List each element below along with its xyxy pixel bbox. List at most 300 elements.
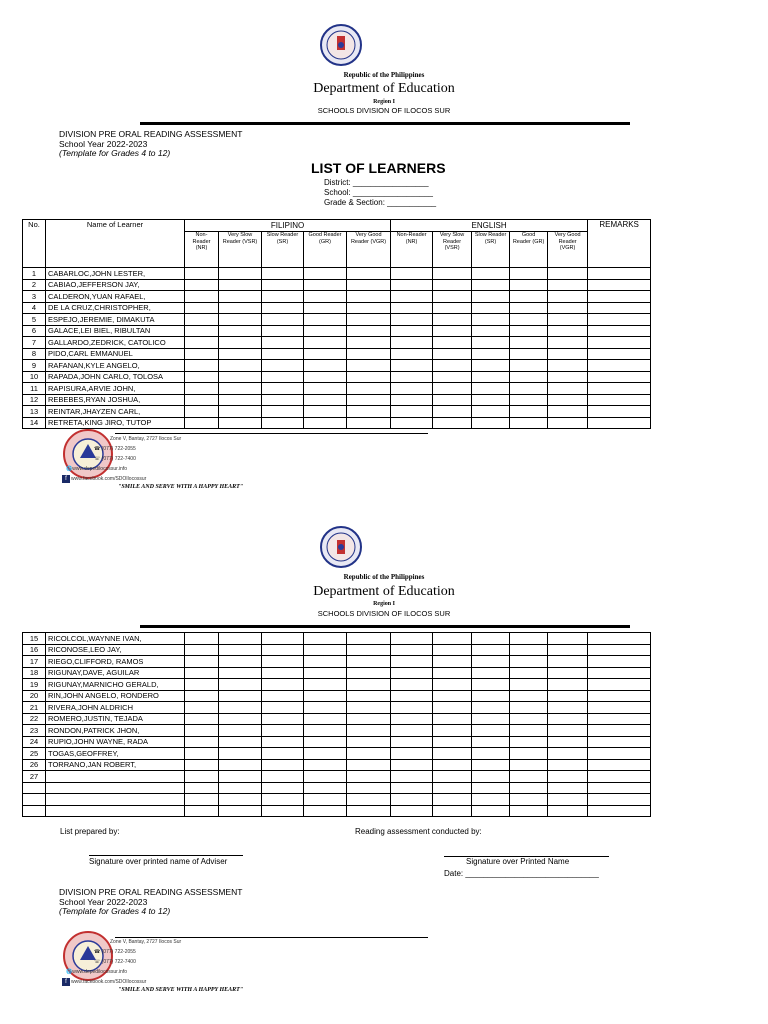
rating-cell[interactable]	[433, 337, 472, 349]
remarks-cell[interactable]	[588, 679, 651, 691]
rating-cell[interactable]	[262, 794, 304, 806]
rating-cell[interactable]	[262, 383, 304, 395]
adviser-signature-line[interactable]	[89, 855, 243, 856]
rating-cell[interactable]	[548, 348, 588, 360]
rating-cell[interactable]	[510, 794, 548, 806]
rating-cell[interactable]	[510, 279, 548, 291]
rating-cell[interactable]	[347, 302, 391, 314]
rating-cell[interactable]	[347, 268, 391, 280]
rating-cell[interactable]	[548, 656, 588, 668]
rating-cell[interactable]	[262, 325, 304, 337]
rating-cell[interactable]	[347, 771, 391, 783]
facebook-link-2[interactable]: www.facebook.com/SDOIlocossur	[71, 979, 147, 985]
rating-cell[interactable]	[262, 748, 304, 760]
rating-cell[interactable]	[347, 314, 391, 326]
rating-cell[interactable]	[510, 337, 548, 349]
remarks-cell[interactable]	[588, 644, 651, 656]
rating-cell[interactable]	[510, 417, 548, 429]
rating-cell[interactable]	[510, 291, 548, 303]
rating-cell[interactable]	[472, 279, 510, 291]
rating-cell[interactable]	[433, 394, 472, 406]
rating-cell[interactable]	[219, 656, 262, 668]
rating-cell[interactable]	[262, 291, 304, 303]
rating-cell[interactable]	[472, 348, 510, 360]
rating-cell[interactable]	[510, 679, 548, 691]
rating-cell[interactable]	[391, 748, 433, 760]
rating-cell[interactable]	[433, 690, 472, 702]
rating-cell[interactable]	[510, 383, 548, 395]
rating-cell[interactable]	[391, 417, 433, 429]
remarks-cell[interactable]	[588, 690, 651, 702]
rating-cell[interactable]	[185, 748, 219, 760]
rating-cell[interactable]	[304, 314, 347, 326]
rating-cell[interactable]	[304, 417, 347, 429]
rating-cell[interactable]	[304, 690, 347, 702]
rating-cell[interactable]	[433, 291, 472, 303]
rating-cell[interactable]	[391, 794, 433, 806]
rating-cell[interactable]	[472, 794, 510, 806]
remarks-cell[interactable]	[588, 794, 651, 806]
rating-cell[interactable]	[433, 314, 472, 326]
rating-cell[interactable]	[510, 782, 548, 794]
rating-cell[interactable]	[347, 713, 391, 725]
rating-cell[interactable]	[472, 325, 510, 337]
rating-cell[interactable]	[219, 383, 262, 395]
rating-cell[interactable]	[472, 268, 510, 280]
rating-cell[interactable]	[433, 633, 472, 645]
remarks-cell[interactable]	[588, 314, 651, 326]
rating-cell[interactable]	[185, 690, 219, 702]
rating-cell[interactable]	[304, 736, 347, 748]
rating-cell[interactable]	[391, 394, 433, 406]
rating-cell[interactable]	[472, 291, 510, 303]
rating-cell[interactable]	[219, 713, 262, 725]
rating-cell[interactable]	[548, 667, 588, 679]
rating-cell[interactable]	[219, 725, 262, 737]
rating-cell[interactable]	[185, 771, 219, 783]
rating-cell[interactable]	[433, 325, 472, 337]
remarks-cell[interactable]	[588, 291, 651, 303]
rating-cell[interactable]	[185, 713, 219, 725]
rating-cell[interactable]	[219, 748, 262, 760]
rating-cell[interactable]	[304, 348, 347, 360]
rating-cell[interactable]	[262, 725, 304, 737]
rating-cell[interactable]	[510, 394, 548, 406]
rating-cell[interactable]	[433, 748, 472, 760]
rating-cell[interactable]	[185, 337, 219, 349]
rating-cell[interactable]	[347, 279, 391, 291]
rating-cell[interactable]	[472, 713, 510, 725]
rating-cell[interactable]	[262, 314, 304, 326]
rating-cell[interactable]	[510, 771, 548, 783]
rating-cell[interactable]	[304, 360, 347, 372]
rating-cell[interactable]	[472, 371, 510, 383]
rating-cell[interactable]	[472, 748, 510, 760]
rating-cell[interactable]	[219, 348, 262, 360]
rating-cell[interactable]	[219, 782, 262, 794]
rating-cell[interactable]	[185, 383, 219, 395]
rating-cell[interactable]	[391, 702, 433, 714]
rating-cell[interactable]	[185, 633, 219, 645]
rating-cell[interactable]	[391, 371, 433, 383]
rating-cell[interactable]	[472, 771, 510, 783]
rating-cell[interactable]	[510, 702, 548, 714]
rating-cell[interactable]	[219, 736, 262, 748]
rating-cell[interactable]	[472, 633, 510, 645]
rating-cell[interactable]	[510, 406, 548, 418]
rating-cell[interactable]	[548, 690, 588, 702]
rating-cell[interactable]	[510, 348, 548, 360]
rating-cell[interactable]	[548, 383, 588, 395]
rating-cell[interactable]	[391, 268, 433, 280]
rating-cell[interactable]	[219, 759, 262, 771]
rating-cell[interactable]	[219, 291, 262, 303]
rating-cell[interactable]	[472, 805, 510, 817]
rating-cell[interactable]	[185, 302, 219, 314]
rating-cell[interactable]	[304, 679, 347, 691]
rating-cell[interactable]	[262, 394, 304, 406]
rating-cell[interactable]	[548, 782, 588, 794]
rating-cell[interactable]	[185, 371, 219, 383]
rating-cell[interactable]	[219, 371, 262, 383]
rating-cell[interactable]	[304, 771, 347, 783]
remarks-cell[interactable]	[588, 279, 651, 291]
remarks-cell[interactable]	[588, 782, 651, 794]
rating-cell[interactable]	[347, 782, 391, 794]
rating-cell[interactable]	[219, 268, 262, 280]
rating-cell[interactable]	[510, 268, 548, 280]
rating-cell[interactable]	[472, 337, 510, 349]
rating-cell[interactable]	[510, 371, 548, 383]
date-field[interactable]: Date: ______________________________	[444, 869, 599, 878]
rating-cell[interactable]	[185, 759, 219, 771]
rating-cell[interactable]	[510, 325, 548, 337]
rating-cell[interactable]	[347, 656, 391, 668]
rating-cell[interactable]	[433, 348, 472, 360]
school-field[interactable]: School: __________________	[324, 188, 433, 197]
remarks-cell[interactable]	[588, 713, 651, 725]
rating-cell[interactable]	[347, 736, 391, 748]
rating-cell[interactable]	[548, 805, 588, 817]
district-field[interactable]: District: _________________	[324, 178, 429, 187]
rating-cell[interactable]	[219, 805, 262, 817]
rating-cell[interactable]	[433, 656, 472, 668]
rating-cell[interactable]	[262, 667, 304, 679]
rating-cell[interactable]	[433, 667, 472, 679]
rating-cell[interactable]	[391, 725, 433, 737]
rating-cell[interactable]	[304, 667, 347, 679]
rating-cell[interactable]	[433, 725, 472, 737]
rating-cell[interactable]	[391, 279, 433, 291]
rating-cell[interactable]	[262, 406, 304, 418]
remarks-cell[interactable]	[588, 771, 651, 783]
rating-cell[interactable]	[262, 348, 304, 360]
rating-cell[interactable]	[433, 782, 472, 794]
rating-cell[interactable]	[219, 771, 262, 783]
rating-cell[interactable]	[185, 679, 219, 691]
rating-cell[interactable]	[472, 302, 510, 314]
rating-cell[interactable]	[548, 302, 588, 314]
remarks-cell[interactable]	[588, 383, 651, 395]
rating-cell[interactable]	[185, 782, 219, 794]
rating-cell[interactable]	[185, 736, 219, 748]
rating-cell[interactable]	[391, 805, 433, 817]
rating-cell[interactable]	[510, 748, 548, 760]
remarks-cell[interactable]	[588, 702, 651, 714]
rating-cell[interactable]	[347, 725, 391, 737]
rating-cell[interactable]	[185, 794, 219, 806]
rating-cell[interactable]	[433, 406, 472, 418]
rating-cell[interactable]	[304, 394, 347, 406]
website-link[interactable]: www.depedilocossur.info	[72, 466, 127, 472]
rating-cell[interactable]	[185, 291, 219, 303]
rating-cell[interactable]	[548, 325, 588, 337]
rating-cell[interactable]	[304, 325, 347, 337]
rating-cell[interactable]	[347, 667, 391, 679]
rating-cell[interactable]	[548, 314, 588, 326]
rating-cell[interactable]	[262, 360, 304, 372]
remarks-cell[interactable]	[588, 406, 651, 418]
remarks-cell[interactable]	[588, 725, 651, 737]
rating-cell[interactable]	[510, 759, 548, 771]
rating-cell[interactable]	[185, 805, 219, 817]
rating-cell[interactable]	[347, 325, 391, 337]
rating-cell[interactable]	[304, 337, 347, 349]
rating-cell[interactable]	[510, 656, 548, 668]
rating-cell[interactable]	[304, 725, 347, 737]
rating-cell[interactable]	[391, 667, 433, 679]
rating-cell[interactable]	[262, 302, 304, 314]
rating-cell[interactable]	[304, 406, 347, 418]
rating-cell[interactable]	[391, 360, 433, 372]
remarks-cell[interactable]	[588, 360, 651, 372]
rating-cell[interactable]	[262, 644, 304, 656]
rating-cell[interactable]	[219, 644, 262, 656]
rating-cell[interactable]	[219, 633, 262, 645]
rating-cell[interactable]	[391, 302, 433, 314]
remarks-cell[interactable]	[588, 748, 651, 760]
remarks-cell[interactable]	[588, 325, 651, 337]
rating-cell[interactable]	[548, 644, 588, 656]
rating-cell[interactable]	[185, 406, 219, 418]
rating-cell[interactable]	[433, 794, 472, 806]
rating-cell[interactable]	[433, 771, 472, 783]
rating-cell[interactable]	[472, 725, 510, 737]
rating-cell[interactable]	[391, 325, 433, 337]
rating-cell[interactable]	[548, 406, 588, 418]
remarks-cell[interactable]	[588, 348, 651, 360]
rating-cell[interactable]	[185, 667, 219, 679]
rating-cell[interactable]	[347, 690, 391, 702]
rating-cell[interactable]	[219, 406, 262, 418]
rating-cell[interactable]	[472, 667, 510, 679]
rating-cell[interactable]	[510, 667, 548, 679]
remarks-cell[interactable]	[588, 805, 651, 817]
rating-cell[interactable]	[548, 394, 588, 406]
rating-cell[interactable]	[262, 417, 304, 429]
rating-cell[interactable]	[548, 279, 588, 291]
remarks-cell[interactable]	[588, 633, 651, 645]
rating-cell[interactable]	[185, 417, 219, 429]
rating-cell[interactable]	[391, 633, 433, 645]
rating-cell[interactable]	[548, 748, 588, 760]
rating-cell[interactable]	[219, 337, 262, 349]
rating-cell[interactable]	[548, 736, 588, 748]
rating-cell[interactable]	[219, 794, 262, 806]
rating-cell[interactable]	[304, 268, 347, 280]
rating-cell[interactable]	[391, 759, 433, 771]
rating-cell[interactable]	[472, 736, 510, 748]
rating-cell[interactable]	[391, 291, 433, 303]
rating-cell[interactable]	[433, 805, 472, 817]
rating-cell[interactable]	[548, 725, 588, 737]
rating-cell[interactable]	[391, 348, 433, 360]
rating-cell[interactable]	[304, 302, 347, 314]
rating-cell[interactable]	[185, 314, 219, 326]
rating-cell[interactable]	[472, 406, 510, 418]
rating-cell[interactable]	[391, 337, 433, 349]
rating-cell[interactable]	[548, 702, 588, 714]
rating-cell[interactable]	[548, 633, 588, 645]
rating-cell[interactable]	[347, 794, 391, 806]
rating-cell[interactable]	[433, 417, 472, 429]
rating-cell[interactable]	[391, 644, 433, 656]
rating-cell[interactable]	[219, 360, 262, 372]
rating-cell[interactable]	[219, 417, 262, 429]
rating-cell[interactable]	[472, 394, 510, 406]
rating-cell[interactable]	[185, 725, 219, 737]
rating-cell[interactable]	[347, 417, 391, 429]
rating-cell[interactable]	[185, 360, 219, 372]
rating-cell[interactable]	[262, 771, 304, 783]
rating-cell[interactable]	[391, 690, 433, 702]
rating-cell[interactable]	[548, 291, 588, 303]
rating-cell[interactable]	[472, 383, 510, 395]
rating-cell[interactable]	[304, 371, 347, 383]
rating-cell[interactable]	[510, 314, 548, 326]
rating-cell[interactable]	[391, 406, 433, 418]
rating-cell[interactable]	[347, 337, 391, 349]
rating-cell[interactable]	[347, 644, 391, 656]
rating-cell[interactable]	[262, 759, 304, 771]
rating-cell[interactable]	[391, 656, 433, 668]
rating-cell[interactable]	[510, 805, 548, 817]
rating-cell[interactable]	[548, 360, 588, 372]
rating-cell[interactable]	[304, 794, 347, 806]
rating-cell[interactable]	[472, 644, 510, 656]
rating-cell[interactable]	[433, 268, 472, 280]
remarks-cell[interactable]	[588, 268, 651, 280]
rating-cell[interactable]	[347, 702, 391, 714]
rating-cell[interactable]	[304, 644, 347, 656]
rating-cell[interactable]	[262, 679, 304, 691]
rating-cell[interactable]	[262, 337, 304, 349]
rating-cell[interactable]	[472, 759, 510, 771]
remarks-cell[interactable]	[588, 759, 651, 771]
rating-cell[interactable]	[433, 713, 472, 725]
rating-cell[interactable]	[548, 268, 588, 280]
rating-cell[interactable]	[304, 782, 347, 794]
rating-cell[interactable]	[304, 702, 347, 714]
rating-cell[interactable]	[433, 644, 472, 656]
rating-cell[interactable]	[262, 371, 304, 383]
rating-cell[interactable]	[433, 679, 472, 691]
rating-cell[interactable]	[391, 679, 433, 691]
rating-cell[interactable]	[219, 667, 262, 679]
rating-cell[interactable]	[219, 679, 262, 691]
rating-cell[interactable]	[304, 748, 347, 760]
rating-cell[interactable]	[391, 713, 433, 725]
rating-cell[interactable]	[472, 690, 510, 702]
rating-cell[interactable]	[391, 383, 433, 395]
rating-cell[interactable]	[510, 302, 548, 314]
facebook-link[interactable]: www.facebook.com/SDOIlocossur	[71, 476, 147, 482]
rating-cell[interactable]	[185, 644, 219, 656]
rating-cell[interactable]	[185, 656, 219, 668]
remarks-cell[interactable]	[588, 337, 651, 349]
remarks-cell[interactable]	[588, 371, 651, 383]
rating-cell[interactable]	[548, 417, 588, 429]
rating-cell[interactable]	[347, 633, 391, 645]
remarks-cell[interactable]	[588, 417, 651, 429]
rating-cell[interactable]	[472, 782, 510, 794]
rating-cell[interactable]	[219, 302, 262, 314]
rating-cell[interactable]	[347, 679, 391, 691]
rating-cell[interactable]	[185, 325, 219, 337]
rating-cell[interactable]	[548, 713, 588, 725]
rating-cell[interactable]	[433, 702, 472, 714]
rating-cell[interactable]	[219, 314, 262, 326]
rating-cell[interactable]	[262, 279, 304, 291]
rating-cell[interactable]	[433, 279, 472, 291]
rating-cell[interactable]	[219, 690, 262, 702]
remarks-cell[interactable]	[588, 394, 651, 406]
rating-cell[interactable]	[391, 314, 433, 326]
rating-cell[interactable]	[472, 360, 510, 372]
rating-cell[interactable]	[391, 771, 433, 783]
rating-cell[interactable]	[548, 794, 588, 806]
rating-cell[interactable]	[472, 417, 510, 429]
rating-cell[interactable]	[347, 348, 391, 360]
rating-cell[interactable]	[472, 702, 510, 714]
rating-cell[interactable]	[510, 736, 548, 748]
rating-cell[interactable]	[185, 394, 219, 406]
rating-cell[interactable]	[433, 383, 472, 395]
rating-cell[interactable]	[433, 736, 472, 748]
rating-cell[interactable]	[219, 279, 262, 291]
rating-cell[interactable]	[304, 291, 347, 303]
rating-cell[interactable]	[304, 805, 347, 817]
rating-cell[interactable]	[304, 633, 347, 645]
rating-cell[interactable]	[347, 406, 391, 418]
rating-cell[interactable]	[347, 759, 391, 771]
rating-cell[interactable]	[219, 702, 262, 714]
rating-cell[interactable]	[347, 371, 391, 383]
rating-cell[interactable]	[391, 736, 433, 748]
rating-cell[interactable]	[219, 394, 262, 406]
remarks-cell[interactable]	[588, 302, 651, 314]
rating-cell[interactable]	[262, 782, 304, 794]
rating-cell[interactable]	[347, 394, 391, 406]
rating-cell[interactable]	[347, 360, 391, 372]
grade-section-field[interactable]: Grade & Section: ___________	[324, 198, 437, 207]
rating-cell[interactable]	[262, 736, 304, 748]
rating-cell[interactable]	[548, 337, 588, 349]
rating-cell[interactable]	[510, 633, 548, 645]
rating-cell[interactable]	[472, 656, 510, 668]
rating-cell[interactable]	[185, 268, 219, 280]
rating-cell[interactable]	[262, 713, 304, 725]
